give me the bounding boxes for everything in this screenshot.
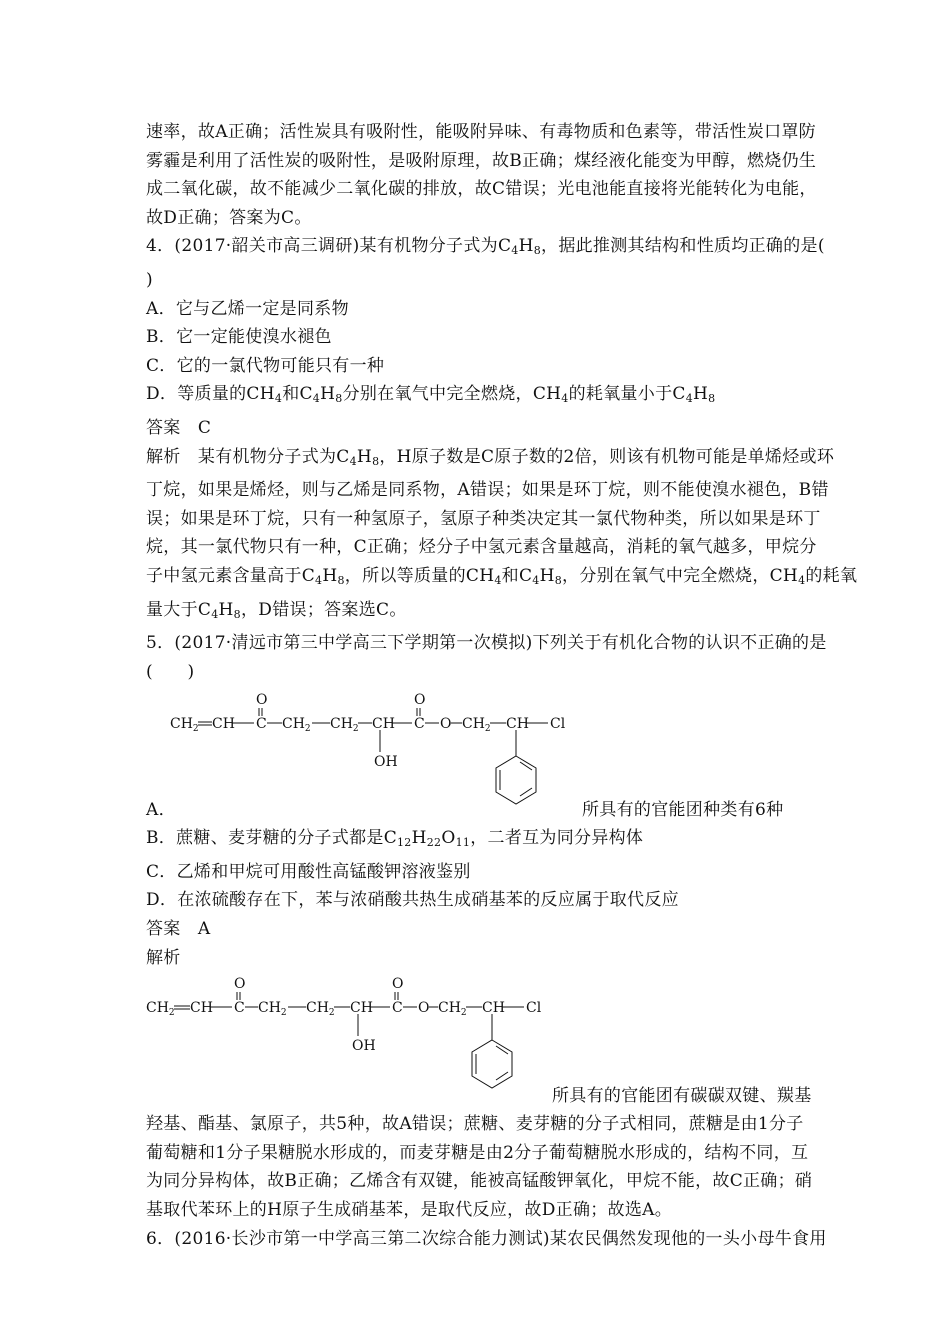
svg-text:Cl: Cl <box>550 716 566 733</box>
svg-text:CH2: $CH_2$ <box>258 1000 287 1019</box>
svg-text:OH: OH <box>352 1038 376 1055</box>
q4-expl-line: 丁烷，如果是烯烃，则与乙烯是同系物，A错误；如果是环丁烷，则不能使溴水褪色，B错 <box>146 480 829 501</box>
svg-text:C: C <box>392 1000 403 1017</box>
svg-text:Cl: Cl <box>526 1000 542 1017</box>
q5-option-d: D．在浓硫酸存在下，苯与浓硝酸共热生成硝基苯的反应属于取代反应 <box>146 890 679 911</box>
q3-expl-line: 速率，故A正确；活性炭具有吸附性，能吸附异味、有毒物质和色素等，带活性炭口罩防 <box>146 122 816 142</box>
q3-expl-line: 故D正确；答案为C。 <box>146 207 312 228</box>
svg-text:O: O <box>256 692 268 709</box>
q5-stem-bracket: ( ) <box>146 661 195 682</box>
svg-text:CH: CH <box>482 1000 505 1017</box>
q4-expl-line: 量大于$C_4H_8$，D错误；答案选C。 <box>146 599 407 621</box>
structure-bonds <box>174 992 524 1088</box>
structure-formula <box>146 686 810 796</box>
svg-text:CH2: $CH_2$ <box>306 1000 335 1019</box>
q5-option-a: A． 所具有的官能团种类有6种 <box>146 800 784 821</box>
svg-text:O: O <box>440 716 452 733</box>
q4-stem-bracket: ) <box>146 269 153 290</box>
svg-text:C: C <box>414 716 425 733</box>
q4-option-c: C．它的一氯代物可能只有一种 <box>146 355 385 376</box>
svg-text:CH2: $CH_2$ <box>438 1000 467 1019</box>
structure-labels <box>170 692 566 770</box>
q5-expl-line: 葡萄糖和1分子果糖脱水形成的，而麦芽糖是由2分子葡萄糖脱水形成的，结构不同，互 <box>146 1142 809 1163</box>
svg-text:C: C <box>256 716 267 733</box>
svg-text:CH2: $CH_2$ <box>282 716 311 735</box>
q4-expl-line: 误；如果是环丁烷，只有一种氢原子，氢原子种类决定其一氯代物种类，所以如果是环丁 <box>146 508 821 529</box>
q4-expl-line: 子中氢元素含量高于$C_4H_8$，所以等质量的$CH_4$和$C_4H_8$，分别在氧气中完全燃烧，$CH_4$的耗氧 <box>146 565 858 587</box>
svg-text:O: O <box>418 1000 430 1017</box>
svg-text:CH2: $CH_2$ <box>330 716 359 735</box>
svg-text:CH2: $CH_2$ <box>462 716 491 735</box>
svg-text:O: O <box>234 976 246 993</box>
q4-stem: 4．(2017·韶关市高三调研)某有机物分子式为$C_4H_8$，据此推测其结构和性质均正确的是( <box>146 236 825 258</box>
q6-stem: 6．(2016·长沙市第一中学高三第二次综合能力测试)某农民偶然发现他的一头小母牛食用 <box>146 1228 827 1249</box>
svg-text:O: O <box>392 976 404 993</box>
q4-expl-line: 烷，其一氯代物只有一种，C正确；烃分子中氢元素含量越高，消耗的氧气越多，甲烷分 <box>146 537 817 558</box>
q5-stem: 5．(2017·清远市第三中学高三下学期第一次模拟)下列关于有机化合物的认识不正确的是 <box>146 633 827 654</box>
q5-option-b: B．蔗糖、麦芽糖的分子式都是$C_{12}H_{22}O_{11}$，二者互为同分异构体 <box>146 828 644 850</box>
q5-answer: 答案 A <box>146 919 211 940</box>
svg-text:OH: OH <box>374 754 398 771</box>
q5-expl-line: 所具有的官能团有碳碳双键、羰基 <box>552 1086 812 1107</box>
structure-labels <box>146 976 542 1054</box>
q4-expl-line: 解析 某有机物分子式为$C_4H_8$，H原子数是C原子数的2倍，则该有机物可能是单烯烃或环 <box>146 446 835 468</box>
q5-expl-line: 为同分异构体，故B正确；乙烯含有双键，能被高锰酸钾氧化，甲烷不能，故C正确；硝 <box>146 1171 813 1192</box>
svg-text:CH: CH <box>350 1000 373 1017</box>
q4-option-a: A．它与乙烯一定是同系物 <box>146 298 349 319</box>
svg-text:CH: CH <box>372 716 395 733</box>
q5-expl-label: 解析 <box>146 947 181 968</box>
svg-text:CH: CH <box>506 716 529 733</box>
svg-text:C: C <box>234 1000 245 1017</box>
q3-expl-line: 成二氧化碳，故不能减少二氧化碳的排放，故C错误；光电池能直接将光能转化为电能， <box>146 179 817 200</box>
svg-text:CH: CH <box>190 1000 213 1017</box>
structure-formula-explanation <box>146 972 810 1082</box>
q5-expl-line: 羟基、酯基、氯原子，共5种，故A错误；蔗糖、麦芽糖的分子式相同，蔗糖是由1分子 <box>146 1114 804 1135</box>
q3-expl-line: 雾霾是利用了活性炭的吸附性，是吸附原理，故B正确；煤经液化能变为甲醇，燃烧仍生 <box>146 150 817 171</box>
q4-option-d: D．等质量的$CH_4$和$C_4H_8$分别在氧气中完全燃烧，$CH_4$的耗氧量小于$C_4H_8$ <box>146 384 716 406</box>
svg-text:CH2: $CH_2$ <box>170 716 199 735</box>
q5-option-c: C．乙烯和甲烷可用酸性高锰酸钾溶液鉴别 <box>146 861 471 882</box>
document-body <box>146 118 858 1253</box>
q4-answer: 答案 C <box>146 417 212 438</box>
q4-option-b: B．它一定能使溴水褪色 <box>146 327 332 348</box>
svg-text:O: O <box>414 692 426 709</box>
q5-expl-line: 基取代苯环上的H原子生成硝基苯，是取代反应，故D正确；故选A。 <box>146 1200 673 1221</box>
svg-text:CH: CH <box>212 716 235 733</box>
svg-text:CH2: $CH_2$ <box>146 1000 175 1019</box>
